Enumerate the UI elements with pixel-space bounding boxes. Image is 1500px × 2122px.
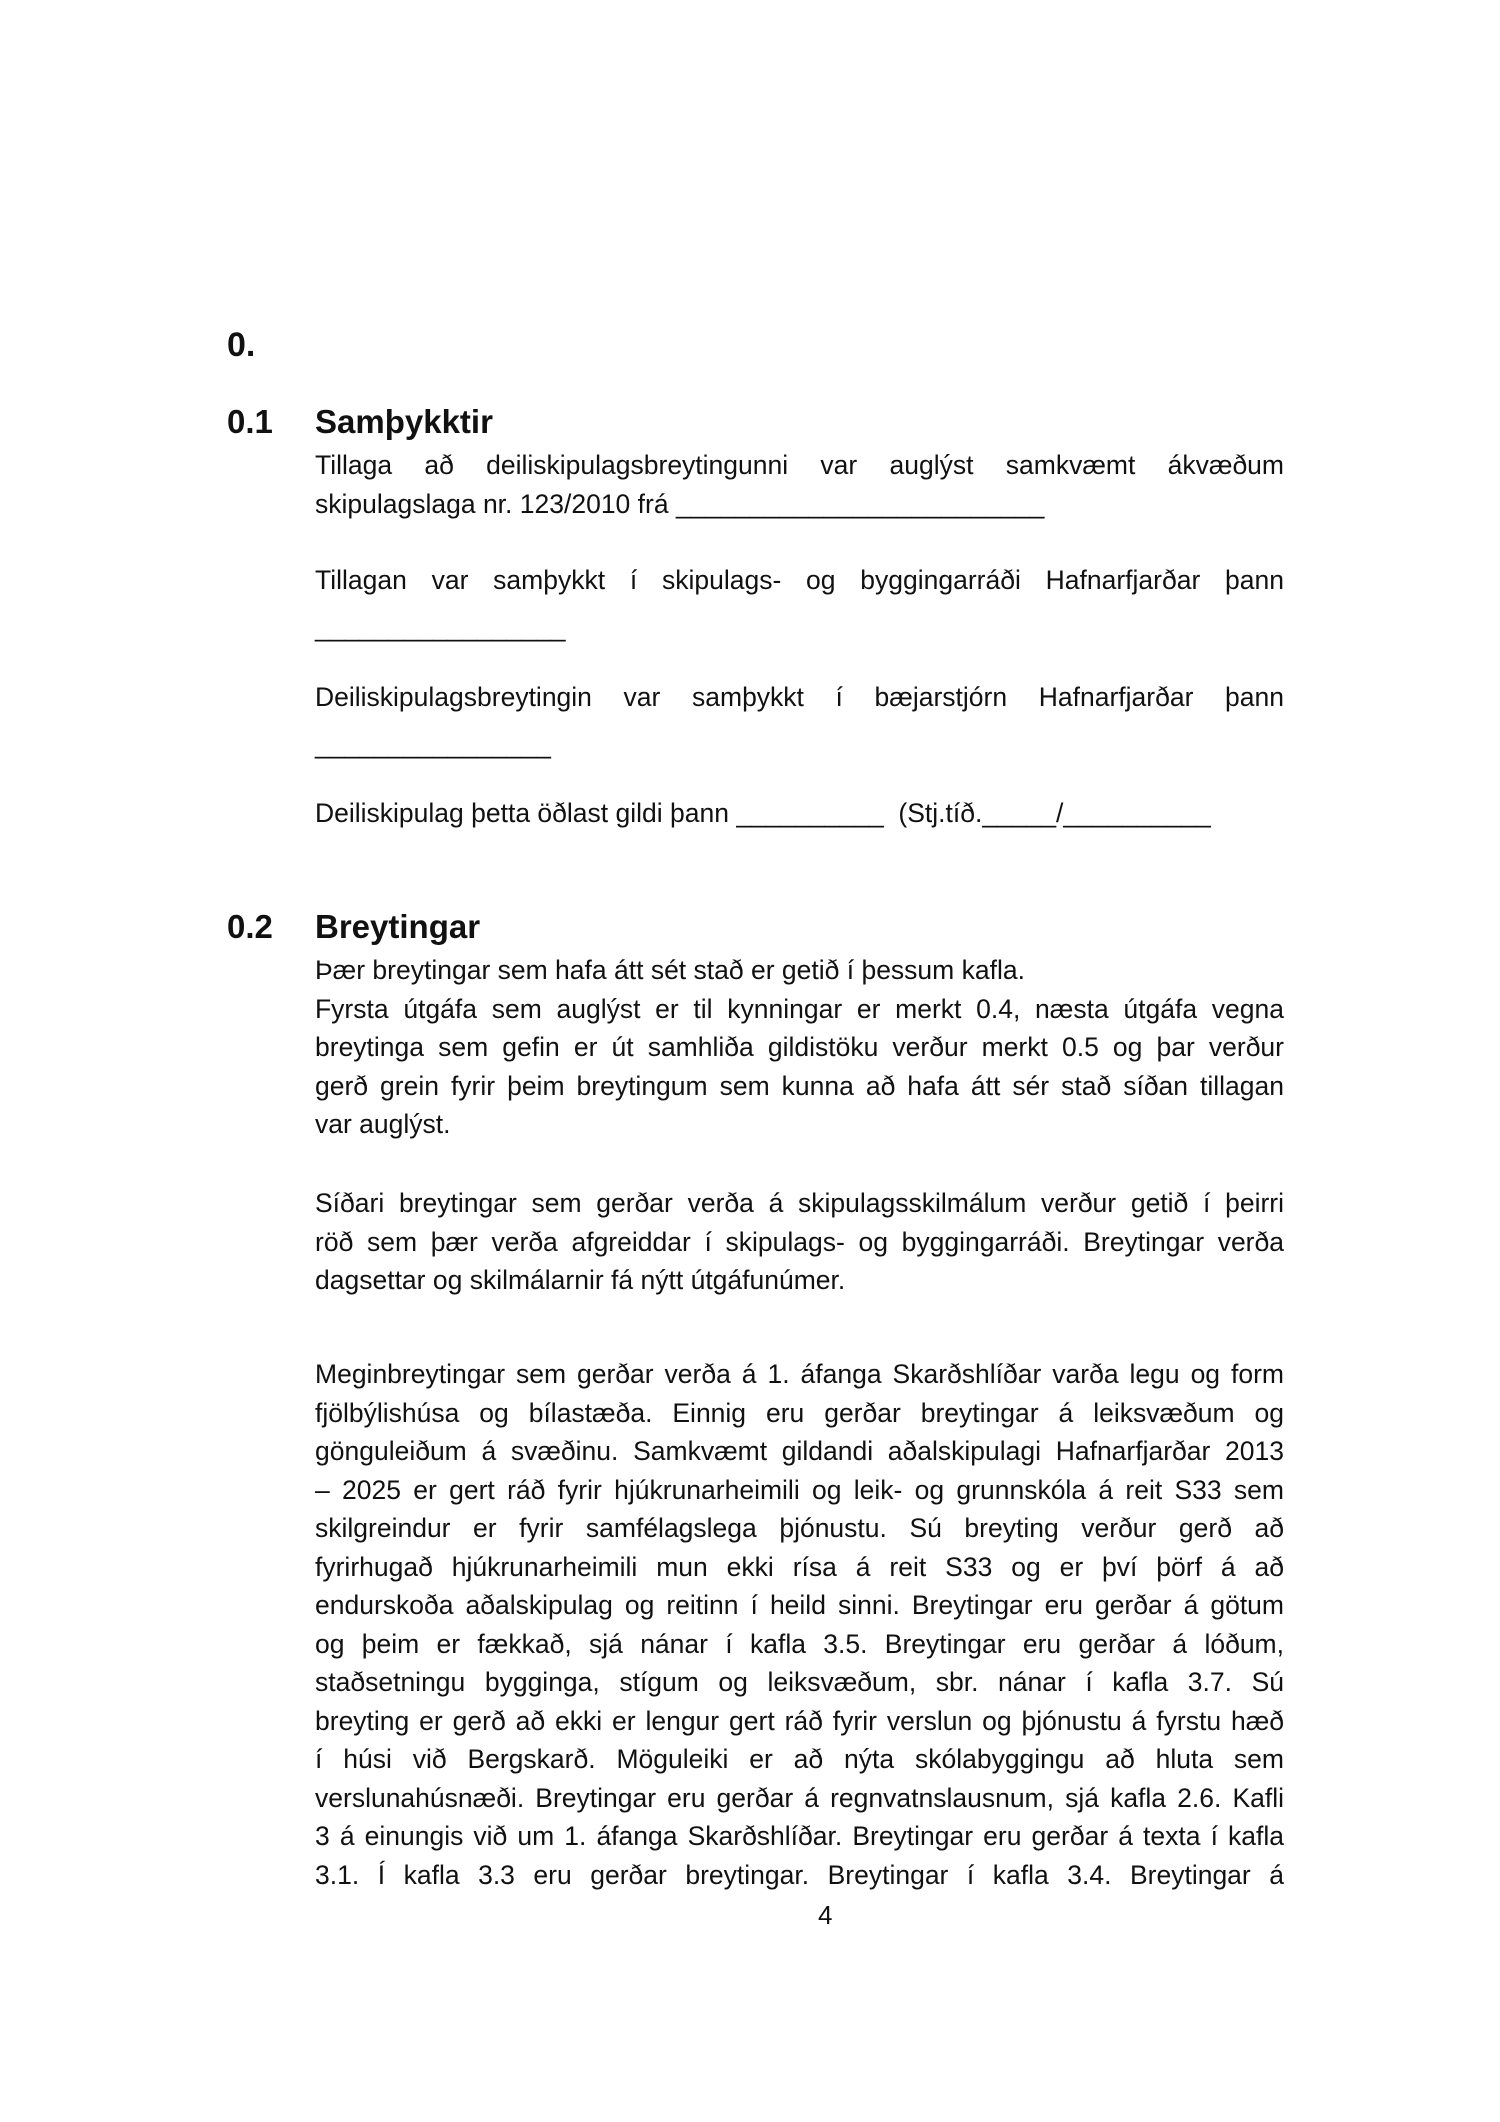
text-line: endurskoða aðalskipulag og reitinn í heild sinni. Breytingar eru gerðar á götum bbox=[315, 1590, 1284, 1620]
text-line: ________________ bbox=[315, 728, 551, 759]
paragraph-gildistaka bbox=[315, 794, 1284, 833]
paragraph-baejarstjorn bbox=[315, 678, 1284, 763]
text-line: gönguleiðum á svæðinu. Samkvæmt gildandi aðalskipulagi Hafnarfjarðar 2013 bbox=[315, 1436, 1284, 1466]
section-title-breytingar: Breytingar bbox=[315, 908, 481, 945]
page-number: 4 bbox=[818, 1900, 833, 1930]
text-line: gerð grein fyrir þeim breytingum sem kunna að hafa átt sér stað síðan tillagan bbox=[315, 1070, 1284, 1101]
text-line: – 2025 er gert ráð fyrir hjúkrunarheimili og leik- og grunnskóla á reit S33 sem bbox=[315, 1474, 1284, 1505]
text-line: fyrirhugað hjúkrunarheimili mun ekki rísa á reit S33 og er því þörf á að bbox=[315, 1551, 1284, 1582]
text-line: Tillaga að deiliskipulagsbreytingunni var auglýst samkvæmt ákvæðum bbox=[315, 450, 1284, 480]
paragraph-skipulagsrad bbox=[315, 561, 1284, 646]
text-line: Tillagan var samþykkt í skipulags- og byggingarráði Hafnarfjarðar þann bbox=[315, 565, 1284, 595]
text-line: fjölbýlishúsa og bílastæða. Einnig eru gerðar breytingar á leiksvæðum og bbox=[315, 1397, 1284, 1428]
section-number-0-1: 0.1 bbox=[227, 403, 273, 440]
text-line: Deiliskipulag þetta öðlast gildi þann __________ (Stj.tíð._____/__________ bbox=[315, 798, 1211, 828]
paragraph-auglyst bbox=[315, 446, 1284, 523]
paragraph-breytingar-intro bbox=[315, 951, 1284, 1144]
text-line: 3 á einungis við um 1. áfanga Skarðshlíðar. Breytingar eru gerðar á texta í kafla bbox=[315, 1821, 1284, 1851]
text-line: dagsettar og skilmálarnir fá nýtt útgáfunúmer. bbox=[315, 1265, 846, 1295]
text-line: skilgreindur er fyrir samfélagslega þjónustu. Sú breyting verður gerð að bbox=[315, 1513, 1284, 1543]
text-line: Síðari breytingar sem gerðar verða á skipulagsskilmálum verður getið í þeirri bbox=[315, 1188, 1284, 1218]
text-line: Þær breytingar sem hafa átt sét stað er getið í þessum kafla. bbox=[315, 955, 1025, 985]
section-number-0-2: 0.2 bbox=[227, 908, 273, 945]
text-line: _________________ bbox=[315, 611, 566, 642]
text-line: breytinga sem gefin er út samhliða gildistöku verður merkt 0.5 og þar verður bbox=[315, 1032, 1284, 1062]
section-title-samthykktir: Samþykktir bbox=[315, 403, 493, 440]
text-line: 3.1. Í kafla 3.3 eru gerðar breytingar. Breytingar í kafla 3.4. Breytingar á bbox=[315, 1859, 1284, 1890]
text-line: verslunahúsnæði. Breytingar eru gerðar á regnvatnslausnum, sjá kafla 2.6. Kafli bbox=[315, 1782, 1284, 1813]
text-line: röð sem þær verða afgreiddar í skipulags- og byggingarráði. Breytingar verða bbox=[315, 1226, 1284, 1257]
text-line: staðsetningu bygginga, stígum og leiksvæðum, sbr. nánar í kafla 3.7. Sú bbox=[315, 1667, 1284, 1697]
text-line: breyting er gerð að ekki er lengur gert ráð fyrir verslun og þjónustu á fyrstu hæð bbox=[315, 1705, 1284, 1736]
text-line: Deiliskipulagsbreytingin var samþykkt í bæjarstjórn Hafnarfjarðar þann bbox=[315, 682, 1284, 712]
text-line: í húsi við Bergskarð. Möguleiki er að nýta skólabyggingu að hluta sem bbox=[315, 1744, 1284, 1774]
text-line: Fyrsta útgáfa sem auglýst er til kynningar er merkt 0.4, næsta útgáfa vegna bbox=[315, 993, 1284, 1024]
text-line: Meginbreytingar sem gerðar verða á 1. áfanga Skarðshlíðar varða legu og form bbox=[315, 1359, 1284, 1389]
text-line: var auglýst. bbox=[315, 1109, 451, 1139]
paragraph-meginbreytingar bbox=[315, 1355, 1284, 1894]
paragraph-sidari-breytingar bbox=[315, 1184, 1284, 1300]
text-line: og þeim er fækkað, sjá nánar í kafla 3.5. Breytingar eru gerðar á lóðum, bbox=[315, 1628, 1284, 1659]
text-line: skipulagslaga nr. 123/2010 frá _________________________ bbox=[315, 488, 1045, 519]
chapter-heading: 0. bbox=[227, 326, 256, 364]
